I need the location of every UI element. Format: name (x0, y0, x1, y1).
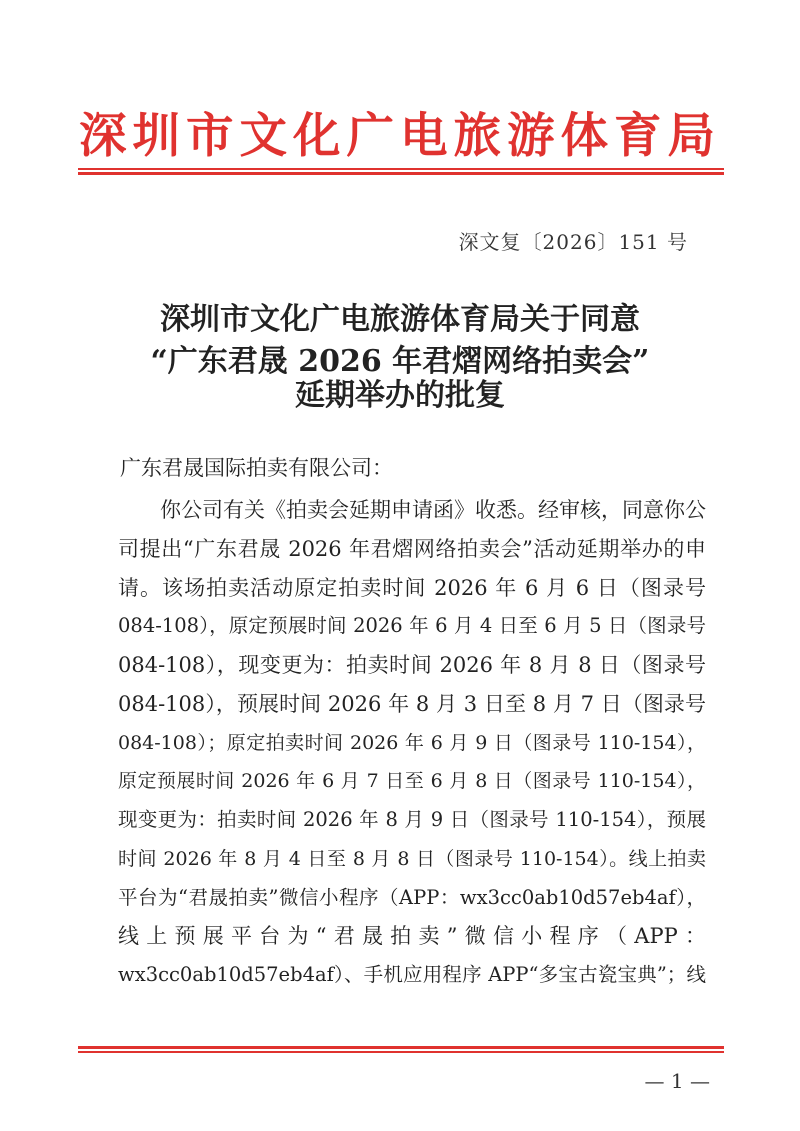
body-line: wx3cc0ab10d57eb4af）、手机应用程序 APP“多宝古瓷宝典”；线 (118, 963, 706, 986)
agency-header: 深圳市文化广电旅游体育局 (79, 108, 721, 164)
body-line: 084-108），现变更为：拍卖时间 2026 年 8 月 8 日（图录号 (118, 653, 706, 677)
body-line: 司提出“广东君晟 2026 年君熠网络拍卖会”活动延期举办的申 (118, 537, 706, 561)
footer-rule-thin (78, 1051, 724, 1053)
salutation: 广东君晟国际拍卖有限公司： (120, 456, 393, 480)
header-rule-thin (78, 168, 724, 170)
body-line: 请。该场拍卖活动原定拍卖时间 2026 年 6 月 6 日（图录号 (118, 576, 706, 600)
body-line: 时间 2026 年 8 月 4 日至 8 月 8 日（图录号 110-154）。线上拍卖 (118, 848, 706, 870)
page-number: — 1 — (644, 1069, 710, 1093)
body-line: 084-108），原定预展时间 2026 年 6 月 4 日至 6 月 5 日（图录号 (118, 614, 706, 637)
body-line: 084-108）；原定拍卖时间 2026 年 6 月 9 日（图录号 110-154）， (118, 732, 706, 754)
document-title-line-3: 延期举办的批复 (295, 378, 505, 413)
body-line: 线上预展平台为“君晟拍卖”微信小程序（APP： (118, 924, 706, 948)
body-line: 原定预展时间 2026 年 6 月 7 日至 6 月 8 日（图录号 110-154）， (118, 770, 706, 792)
header-rule-thick (78, 172, 724, 175)
document-title-line-2: “广东君晟 2026 年君熠网络拍卖会” (150, 344, 650, 379)
body-line: 你公司有关《拍卖会延期申请函》收悉。经审核，同意你公 (160, 498, 706, 522)
body-line: 现变更为：拍卖时间 2026 年 8 月 9 日（图录号 110-154），预展 (118, 808, 706, 831)
footer-rule-thick (78, 1046, 724, 1049)
body-line: 平台为“君晟拍卖”微信小程序（APP：wx3cc0ab10d57eb4af）， (118, 886, 706, 909)
body-line: 084-108），预展时间 2026 年 8 月 3 日至 8 月 7 日（图录号 (118, 692, 706, 716)
document-title-line-1: 深圳市文化广电旅游体育局关于同意 (160, 302, 640, 337)
document-number: 深文复〔2026〕151 号 (458, 230, 688, 254)
